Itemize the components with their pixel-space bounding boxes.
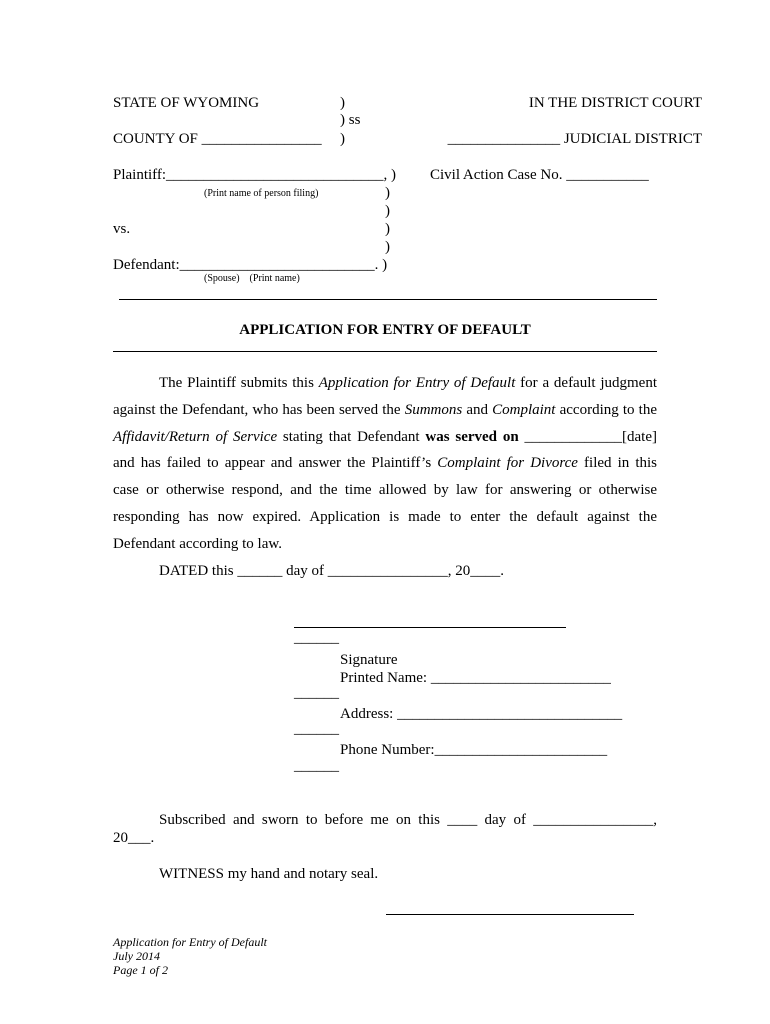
county-field: COUNTY OF ________________ — [113, 131, 322, 147]
body-line: case or otherwise respond, and the time allowed by law for answering or otherwise — [113, 482, 657, 499]
sworn-year: 20___. — [113, 830, 155, 846]
footer-page-number: Page 1 of 2 — [113, 963, 168, 977]
body-line: Defendant according to law. — [113, 535, 282, 552]
caption-paren: ) — [385, 185, 390, 201]
caption-paren: ) — [385, 239, 390, 255]
signature-line-tail: ______ — [294, 685, 339, 701]
notary-signature-line — [386, 914, 634, 915]
body-line: and has failed to appear and answer the Plaintiff’s Complaint for Divorce filed in this — [113, 455, 657, 472]
vs-label: vs. — [113, 221, 131, 237]
body-line: responding has now expired. Application is made to enter the default against the — [113, 508, 657, 525]
signature-line-tail: ______ — [294, 758, 339, 774]
caption-paren: ) — [340, 131, 345, 147]
phone-number-field: Phone Number:_______________________ — [340, 742, 608, 758]
plaintiff-field: Plaintiff:_____________________________, ) — [113, 167, 397, 183]
state-label: STATE OF WYOMING — [113, 95, 260, 111]
witness-statement: WITNESS my hand and notary seal. — [159, 866, 379, 882]
body-line: against the Defendant, who has been served the Summons and Complaint according to the — [113, 401, 657, 418]
judicial-district-field: _______________ JUDICIAL DISTRICT — [447, 131, 702, 147]
body-paragraph — [113, 370, 657, 558]
caption-ss: ) ss — [340, 112, 361, 128]
dated-line: DATED this ______ day of ________________, 20____. — [159, 563, 504, 579]
signature-line-tail: ______ — [294, 721, 339, 737]
signature-label: Signature — [340, 652, 398, 668]
plaintiff-note: (Print name of person filing) — [204, 188, 319, 199]
sworn-statement: Subscribed and sworn to before me on this ____ day of ________________, — [159, 812, 657, 828]
signature-line — [294, 627, 566, 628]
body-line: The Plaintiff submits this Application for Entry of Default for a default judgment — [159, 375, 658, 391]
caption-paren: ) — [385, 203, 390, 219]
case-number-field: Civil Action Case No. ___________ — [430, 167, 649, 183]
defendant-note: (Spouse) (Print name) — [204, 273, 300, 284]
body-line: Affidavit/Return of Service stating that Defendant was served on _____________[date] — [113, 428, 657, 445]
footer-form-name: Application for Entry of Default — [113, 935, 267, 949]
document-title: APPLICATION FOR ENTRY OF DEFAULT — [239, 322, 531, 338]
caption-divider — [119, 299, 657, 300]
printed-name-field: Printed Name: ________________________ — [340, 670, 611, 686]
footer-date: July 2014 — [113, 949, 160, 963]
court-label: IN THE DISTRICT COURT — [528, 95, 702, 111]
signature-line-tail: ______ — [294, 630, 339, 646]
address-field: Address: ______________________________ — [340, 706, 623, 722]
caption-paren: ) — [385, 221, 390, 237]
title-divider — [113, 351, 657, 352]
caption-paren: ) — [340, 95, 345, 111]
defendant-field: Defendant:__________________________. ) — [113, 257, 388, 273]
